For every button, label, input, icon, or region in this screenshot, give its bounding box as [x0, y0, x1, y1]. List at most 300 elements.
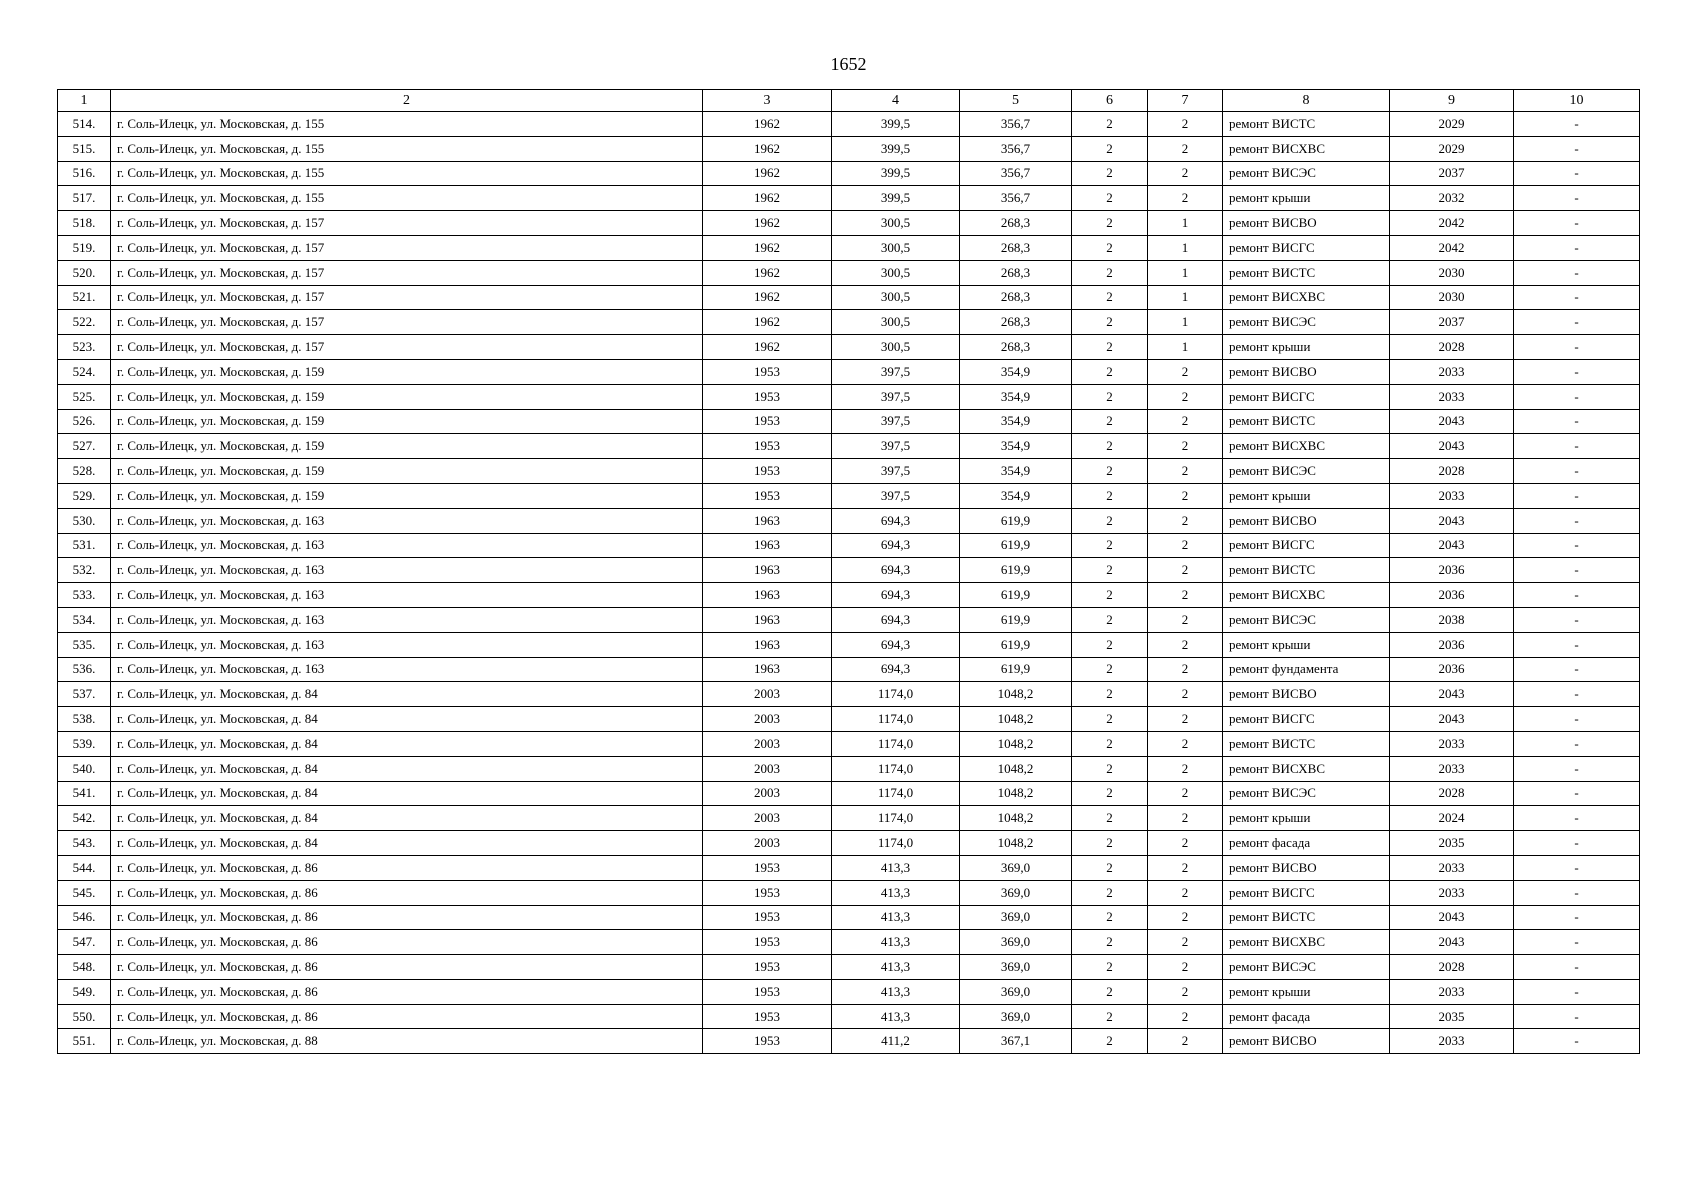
year-cell: 1953: [703, 409, 832, 434]
note-cell: -: [1514, 434, 1640, 459]
total-area-cell: 411,2: [832, 1029, 960, 1054]
year-cell: 1953: [703, 905, 832, 930]
work-type-cell: ремонт ВИСТС: [1223, 905, 1390, 930]
work-type-cell: ремонт ВИСЭС: [1223, 955, 1390, 980]
work-type-cell: ремонт ВИСГС: [1223, 880, 1390, 905]
total-area-cell: 413,3: [832, 905, 960, 930]
total-area-cell: 694,3: [832, 583, 960, 608]
total-area-cell: 413,3: [832, 955, 960, 980]
year-cell: 1953: [703, 384, 832, 409]
address-cell: г. Соль-Илецк, ул. Московская, д. 159: [111, 459, 703, 484]
note-cell: -: [1514, 112, 1640, 137]
entrances-cell: 2: [1148, 955, 1223, 980]
floors-cell: 2: [1072, 1029, 1148, 1054]
floors-cell: 2: [1072, 1004, 1148, 1029]
entrances-cell: 2: [1148, 508, 1223, 533]
floors-cell: 2: [1072, 831, 1148, 856]
table-row: [58, 1004, 1640, 1029]
planned-year-cell: 2043: [1390, 409, 1514, 434]
total-area-cell: 694,3: [832, 657, 960, 682]
living-area-cell: 356,7: [960, 161, 1072, 186]
entrances-cell: 1: [1148, 285, 1223, 310]
living-area-cell: 354,9: [960, 409, 1072, 434]
floors-cell: 2: [1072, 211, 1148, 236]
entrances-cell: 2: [1148, 533, 1223, 558]
year-cell: 1962: [703, 161, 832, 186]
living-area-cell: 356,7: [960, 136, 1072, 161]
year-cell: 1963: [703, 607, 832, 632]
living-area-cell: 369,0: [960, 855, 1072, 880]
table-row: [58, 880, 1640, 905]
row-number-cell: 540.: [58, 756, 111, 781]
entrances-cell: 2: [1148, 558, 1223, 583]
floors-cell: 2: [1072, 409, 1148, 434]
total-area-cell: 413,3: [832, 930, 960, 955]
planned-year-cell: 2033: [1390, 483, 1514, 508]
planned-year-cell: 2030: [1390, 260, 1514, 285]
floors-cell: 2: [1072, 235, 1148, 260]
address-cell: г. Соль-Илецк, ул. Московская, д. 86: [111, 855, 703, 880]
row-number-cell: 532.: [58, 558, 111, 583]
floors-cell: 2: [1072, 359, 1148, 384]
column-header: 3: [703, 90, 832, 112]
total-area-cell: 413,3: [832, 979, 960, 1004]
floors-cell: 2: [1072, 682, 1148, 707]
living-area-cell: 369,0: [960, 880, 1072, 905]
floors-cell: 2: [1072, 384, 1148, 409]
living-area-cell: 619,9: [960, 607, 1072, 632]
row-number-cell: 543.: [58, 831, 111, 856]
work-type-cell: ремонт крыши: [1223, 806, 1390, 831]
planned-year-cell: 2024: [1390, 806, 1514, 831]
living-area-cell: 367,1: [960, 1029, 1072, 1054]
table-row: [58, 508, 1640, 533]
living-area-cell: 356,7: [960, 186, 1072, 211]
note-cell: -: [1514, 409, 1640, 434]
year-cell: 1962: [703, 186, 832, 211]
note-cell: -: [1514, 731, 1640, 756]
address-cell: г. Соль-Илецк, ул. Московская, д. 155: [111, 136, 703, 161]
address-cell: г. Соль-Илецк, ул. Московская, д. 163: [111, 632, 703, 657]
total-area-cell: 397,5: [832, 359, 960, 384]
living-area-cell: 619,9: [960, 533, 1072, 558]
row-number-cell: 550.: [58, 1004, 111, 1029]
table-row: [58, 657, 1640, 682]
table-row: [58, 335, 1640, 360]
entrances-cell: 2: [1148, 483, 1223, 508]
table-body: [58, 112, 1640, 1054]
living-area-cell: 268,3: [960, 211, 1072, 236]
table-row: [58, 979, 1640, 1004]
living-area-cell: 1048,2: [960, 756, 1072, 781]
entrances-cell: 2: [1148, 359, 1223, 384]
row-number-cell: 521.: [58, 285, 111, 310]
total-area-cell: 694,3: [832, 607, 960, 632]
floors-cell: 2: [1072, 260, 1148, 285]
header-row: [58, 90, 1640, 112]
address-cell: г. Соль-Илецк, ул. Московская, д. 86: [111, 955, 703, 980]
entrances-cell: 2: [1148, 384, 1223, 409]
address-cell: г. Соль-Илецк, ул. Московская, д. 86: [111, 979, 703, 1004]
planned-year-cell: 2028: [1390, 955, 1514, 980]
note-cell: -: [1514, 1029, 1640, 1054]
row-number-cell: 542.: [58, 806, 111, 831]
table-row: [58, 260, 1640, 285]
note-cell: -: [1514, 955, 1640, 980]
entrances-cell: 2: [1148, 434, 1223, 459]
row-number-cell: 520.: [58, 260, 111, 285]
total-area-cell: 1174,0: [832, 756, 960, 781]
floors-cell: 2: [1072, 607, 1148, 632]
work-type-cell: ремонт ВИСТС: [1223, 731, 1390, 756]
table-row: [58, 682, 1640, 707]
note-cell: -: [1514, 855, 1640, 880]
table-row: [58, 955, 1640, 980]
column-header: 8: [1223, 90, 1390, 112]
floors-cell: 2: [1072, 657, 1148, 682]
row-number-cell: 534.: [58, 607, 111, 632]
floors-cell: 2: [1072, 855, 1148, 880]
planned-year-cell: 2028: [1390, 781, 1514, 806]
living-area-cell: 369,0: [960, 1004, 1072, 1029]
work-type-cell: ремонт ВИСГС: [1223, 707, 1390, 732]
planned-year-cell: 2036: [1390, 558, 1514, 583]
column-header: 5: [960, 90, 1072, 112]
total-area-cell: 413,3: [832, 880, 960, 905]
living-area-cell: 1048,2: [960, 831, 1072, 856]
row-number-cell: 548.: [58, 955, 111, 980]
page-number: 1652: [830, 54, 867, 74]
planned-year-cell: 2033: [1390, 384, 1514, 409]
total-area-cell: 1174,0: [832, 781, 960, 806]
entrances-cell: 2: [1148, 607, 1223, 632]
total-area-cell: 300,5: [832, 335, 960, 360]
year-cell: 1962: [703, 136, 832, 161]
row-number-cell: 545.: [58, 880, 111, 905]
note-cell: -: [1514, 632, 1640, 657]
work-type-cell: ремонт крыши: [1223, 632, 1390, 657]
work-type-cell: ремонт крыши: [1223, 186, 1390, 211]
work-type-cell: ремонт ВИСВО: [1223, 211, 1390, 236]
total-area-cell: 300,5: [832, 235, 960, 260]
living-area-cell: 619,9: [960, 508, 1072, 533]
address-cell: г. Соль-Илецк, ул. Московская, д. 157: [111, 310, 703, 335]
work-type-cell: ремонт крыши: [1223, 483, 1390, 508]
note-cell: -: [1514, 483, 1640, 508]
row-number-cell: 526.: [58, 409, 111, 434]
row-number-cell: 551.: [58, 1029, 111, 1054]
note-cell: -: [1514, 235, 1640, 260]
note-cell: -: [1514, 533, 1640, 558]
floors-cell: 2: [1072, 880, 1148, 905]
note-cell: -: [1514, 682, 1640, 707]
total-area-cell: 413,3: [832, 1004, 960, 1029]
floors-cell: 2: [1072, 459, 1148, 484]
floors-cell: 2: [1072, 186, 1148, 211]
entrances-cell: 1: [1148, 335, 1223, 360]
note-cell: -: [1514, 657, 1640, 682]
note-cell: -: [1514, 781, 1640, 806]
work-type-cell: ремонт ВИСГС: [1223, 533, 1390, 558]
table-row: [58, 1029, 1640, 1054]
year-cell: 2003: [703, 707, 832, 732]
table-row: [58, 930, 1640, 955]
living-area-cell: 1048,2: [960, 731, 1072, 756]
planned-year-cell: 2032: [1390, 186, 1514, 211]
column-header: 1: [58, 90, 111, 112]
year-cell: 1953: [703, 359, 832, 384]
entrances-cell: 2: [1148, 806, 1223, 831]
address-cell: г. Соль-Илецк, ул. Московская, д. 159: [111, 409, 703, 434]
note-cell: -: [1514, 756, 1640, 781]
floors-cell: 2: [1072, 533, 1148, 558]
note-cell: -: [1514, 806, 1640, 831]
note-cell: -: [1514, 707, 1640, 732]
work-type-cell: ремонт ВИСЭС: [1223, 310, 1390, 335]
entrances-cell: 2: [1148, 1004, 1223, 1029]
living-area-cell: 356,7: [960, 112, 1072, 137]
year-cell: 2003: [703, 781, 832, 806]
living-area-cell: 1048,2: [960, 707, 1072, 732]
year-cell: 2003: [703, 682, 832, 707]
planned-year-cell: 2042: [1390, 211, 1514, 236]
entrances-cell: 1: [1148, 235, 1223, 260]
column-header: 2: [111, 90, 703, 112]
work-type-cell: ремонт фасада: [1223, 1004, 1390, 1029]
table-row: [58, 905, 1640, 930]
planned-year-cell: 2037: [1390, 310, 1514, 335]
note-cell: -: [1514, 186, 1640, 211]
address-cell: г. Соль-Илецк, ул. Московская, д. 86: [111, 880, 703, 905]
living-area-cell: 369,0: [960, 979, 1072, 1004]
planned-year-cell: 2033: [1390, 880, 1514, 905]
column-header: 9: [1390, 90, 1514, 112]
year-cell: 1962: [703, 335, 832, 360]
address-cell: г. Соль-Илецк, ул. Московская, д. 157: [111, 285, 703, 310]
table-row: [58, 211, 1640, 236]
floors-cell: 2: [1072, 310, 1148, 335]
address-cell: г. Соль-Илецк, ул. Московская, д. 84: [111, 806, 703, 831]
total-area-cell: 694,3: [832, 533, 960, 558]
total-area-cell: 397,5: [832, 434, 960, 459]
total-area-cell: 1174,0: [832, 682, 960, 707]
row-number-cell: 522.: [58, 310, 111, 335]
planned-year-cell: 2028: [1390, 335, 1514, 360]
address-cell: г. Соль-Илецк, ул. Московская, д. 163: [111, 607, 703, 632]
entrances-cell: 1: [1148, 211, 1223, 236]
entrances-cell: 2: [1148, 409, 1223, 434]
floors-cell: 2: [1072, 979, 1148, 1004]
address-cell: г. Соль-Илецк, ул. Московская, д. 159: [111, 483, 703, 508]
entrances-cell: 2: [1148, 583, 1223, 608]
note-cell: -: [1514, 359, 1640, 384]
total-area-cell: 694,3: [832, 508, 960, 533]
note-cell: -: [1514, 335, 1640, 360]
row-number-cell: 533.: [58, 583, 111, 608]
row-number-cell: 517.: [58, 186, 111, 211]
year-cell: 1962: [703, 235, 832, 260]
work-type-cell: ремонт крыши: [1223, 979, 1390, 1004]
total-area-cell: 399,5: [832, 136, 960, 161]
column-header: 10: [1514, 90, 1640, 112]
address-cell: г. Соль-Илецк, ул. Московская, д. 84: [111, 831, 703, 856]
year-cell: 1963: [703, 558, 832, 583]
address-cell: г. Соль-Илецк, ул. Московская, д. 84: [111, 756, 703, 781]
work-type-cell: ремонт ВИСВО: [1223, 855, 1390, 880]
note-cell: -: [1514, 285, 1640, 310]
address-cell: г. Соль-Илецк, ул. Московская, д. 163: [111, 508, 703, 533]
year-cell: 1953: [703, 483, 832, 508]
living-area-cell: 268,3: [960, 285, 1072, 310]
address-cell: г. Соль-Илецк, ул. Московская, д. 155: [111, 112, 703, 137]
row-number-cell: 524.: [58, 359, 111, 384]
work-type-cell: ремонт фасада: [1223, 831, 1390, 856]
floors-cell: 2: [1072, 632, 1148, 657]
planned-year-cell: 2033: [1390, 359, 1514, 384]
row-number-cell: 544.: [58, 855, 111, 880]
year-cell: 1963: [703, 657, 832, 682]
year-cell: 1962: [703, 285, 832, 310]
work-type-cell: ремонт ВИСХВС: [1223, 285, 1390, 310]
work-type-cell: ремонт ВИСГС: [1223, 235, 1390, 260]
entrances-cell: 2: [1148, 459, 1223, 484]
table-row: [58, 731, 1640, 756]
row-number-cell: 519.: [58, 235, 111, 260]
living-area-cell: 619,9: [960, 558, 1072, 583]
planned-year-cell: 2033: [1390, 979, 1514, 1004]
address-cell: г. Соль-Илецк, ул. Московская, д. 86: [111, 1004, 703, 1029]
row-number-cell: 530.: [58, 508, 111, 533]
floors-cell: 2: [1072, 136, 1148, 161]
total-area-cell: 694,3: [832, 632, 960, 657]
table-row: [58, 632, 1640, 657]
table-row: [58, 756, 1640, 781]
total-area-cell: 397,5: [832, 483, 960, 508]
note-cell: -: [1514, 136, 1640, 161]
planned-year-cell: 2036: [1390, 583, 1514, 608]
total-area-cell: 397,5: [832, 384, 960, 409]
floors-cell: 2: [1072, 756, 1148, 781]
table-row: [58, 781, 1640, 806]
planned-year-cell: 2033: [1390, 731, 1514, 756]
floors-cell: 2: [1072, 707, 1148, 732]
row-number-cell: 525.: [58, 384, 111, 409]
living-area-cell: 354,9: [960, 434, 1072, 459]
address-cell: г. Соль-Илецк, ул. Московская, д. 155: [111, 186, 703, 211]
row-number-cell: 541.: [58, 781, 111, 806]
table-row: [58, 409, 1640, 434]
year-cell: 1953: [703, 855, 832, 880]
address-cell: г. Соль-Илецк, ул. Московская, д. 157: [111, 260, 703, 285]
living-area-cell: 268,3: [960, 260, 1072, 285]
table-row: [58, 285, 1640, 310]
address-cell: г. Соль-Илецк, ул. Московская, д. 86: [111, 905, 703, 930]
entrances-cell: 2: [1148, 831, 1223, 856]
planned-year-cell: 2043: [1390, 682, 1514, 707]
entrances-cell: 2: [1148, 756, 1223, 781]
note-cell: -: [1514, 979, 1640, 1004]
note-cell: -: [1514, 310, 1640, 335]
row-number-cell: 518.: [58, 211, 111, 236]
note-cell: -: [1514, 583, 1640, 608]
note-cell: -: [1514, 558, 1640, 583]
note-cell: -: [1514, 607, 1640, 632]
living-area-cell: 268,3: [960, 335, 1072, 360]
total-area-cell: 399,5: [832, 186, 960, 211]
floors-cell: 2: [1072, 558, 1148, 583]
year-cell: 1963: [703, 632, 832, 657]
entrances-cell: 2: [1148, 682, 1223, 707]
table-row: [58, 583, 1640, 608]
living-area-cell: 268,3: [960, 235, 1072, 260]
work-type-cell: ремонт ВИСХВС: [1223, 583, 1390, 608]
planned-year-cell: 2030: [1390, 285, 1514, 310]
planned-year-cell: 2042: [1390, 235, 1514, 260]
planned-year-cell: 2043: [1390, 707, 1514, 732]
work-type-cell: ремонт ВИСХВС: [1223, 434, 1390, 459]
year-cell: 1962: [703, 112, 832, 137]
row-number-cell: 523.: [58, 335, 111, 360]
address-cell: г. Соль-Илецк, ул. Московская, д. 157: [111, 335, 703, 360]
planned-year-cell: 2043: [1390, 434, 1514, 459]
address-cell: г. Соль-Илецк, ул. Московская, д. 159: [111, 359, 703, 384]
entrances-cell: 2: [1148, 731, 1223, 756]
living-area-cell: 369,0: [960, 955, 1072, 980]
entrances-cell: 1: [1148, 310, 1223, 335]
planned-year-cell: 2029: [1390, 112, 1514, 137]
note-cell: -: [1514, 260, 1640, 285]
note-cell: -: [1514, 508, 1640, 533]
table-row: [58, 483, 1640, 508]
work-type-cell: ремонт фундамента: [1223, 657, 1390, 682]
row-number-cell: 547.: [58, 930, 111, 955]
total-area-cell: 300,5: [832, 211, 960, 236]
table-row: [58, 459, 1640, 484]
table-row: [58, 558, 1640, 583]
floors-cell: 2: [1072, 930, 1148, 955]
entrances-cell: 2: [1148, 880, 1223, 905]
floors-cell: 2: [1072, 112, 1148, 137]
floors-cell: 2: [1072, 806, 1148, 831]
year-cell: 1953: [703, 979, 832, 1004]
planned-year-cell: 2038: [1390, 607, 1514, 632]
living-area-cell: 1048,2: [960, 781, 1072, 806]
note-cell: -: [1514, 880, 1640, 905]
note-cell: -: [1514, 831, 1640, 856]
note-cell: -: [1514, 905, 1640, 930]
year-cell: 1962: [703, 260, 832, 285]
floors-cell: 2: [1072, 434, 1148, 459]
row-number-cell: 527.: [58, 434, 111, 459]
entrances-cell: 2: [1148, 707, 1223, 732]
column-header: 7: [1148, 90, 1223, 112]
entrances-cell: 2: [1148, 186, 1223, 211]
planned-year-cell: 2037: [1390, 161, 1514, 186]
entrances-cell: 2: [1148, 979, 1223, 1004]
address-cell: г. Соль-Илецк, ул. Московская, д. 88: [111, 1029, 703, 1054]
living-area-cell: 619,9: [960, 583, 1072, 608]
entrances-cell: 2: [1148, 855, 1223, 880]
floors-cell: 2: [1072, 483, 1148, 508]
living-area-cell: 1048,2: [960, 682, 1072, 707]
table-row: [58, 533, 1640, 558]
entrances-cell: 1: [1148, 260, 1223, 285]
row-number-cell: 537.: [58, 682, 111, 707]
table-row: [58, 235, 1640, 260]
work-type-cell: ремонт ВИСЭС: [1223, 459, 1390, 484]
row-number-cell: 515.: [58, 136, 111, 161]
note-cell: -: [1514, 459, 1640, 484]
